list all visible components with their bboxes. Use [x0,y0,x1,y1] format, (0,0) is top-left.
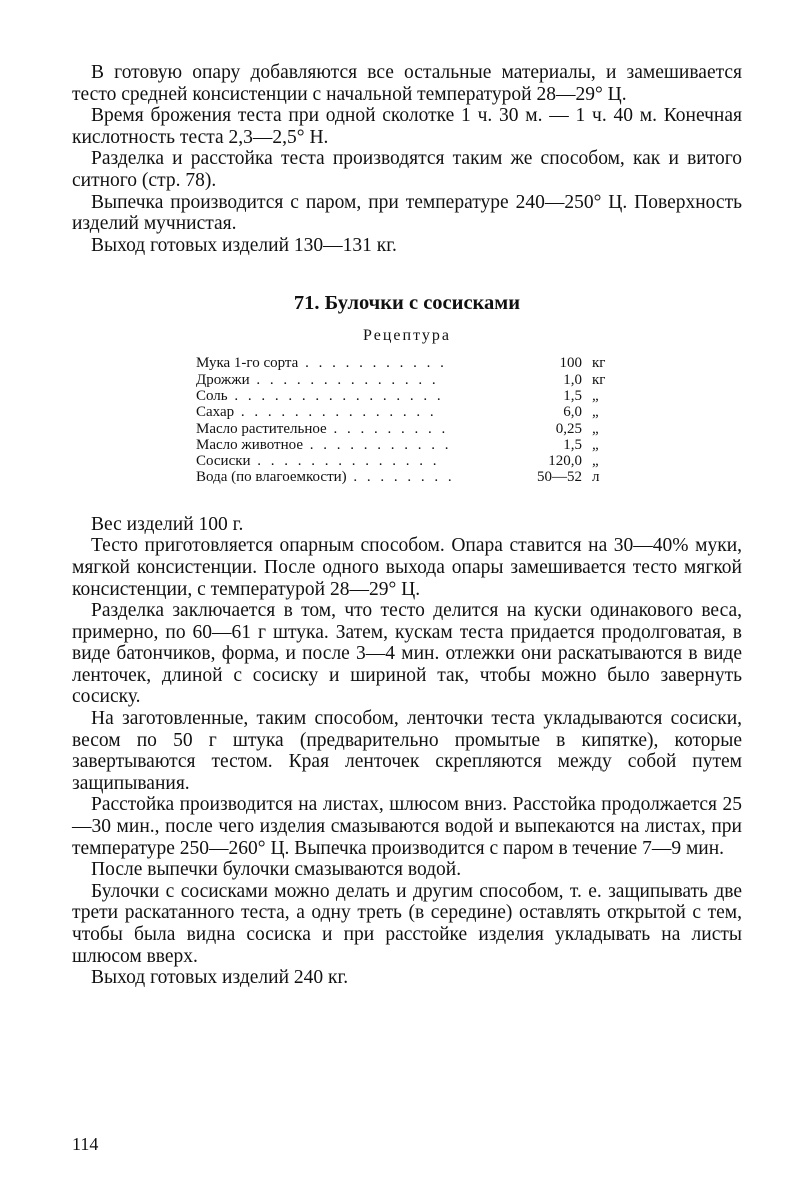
body-paragraph-7: Выход готовых изделий 240 кг. [91,967,349,989]
leader-dots: . . . . . . . . . . . [298,355,447,372]
ingredient-qty: 1,5 [563,436,582,453]
recipe-row [196,453,616,469]
leader-dots: . . . . . . . . [346,469,455,486]
leader-dots: . . . . . . . . . . . . . . [250,453,440,470]
recipe-row [196,421,616,437]
recipe-row [196,372,616,388]
ingredient-unit: „ [592,453,599,470]
ingredient-unit: кг [592,355,606,372]
recipe-row [196,469,616,485]
intro-paragraph-3: Разделка и расстойка теста производятся таким же способом, как и витого ситного (стр. 78). [72,148,742,191]
recipe-row [196,437,616,453]
recipe-row [196,388,616,404]
ingredient-unit: „ [592,387,599,404]
ingredient-name: Масло животное [196,436,303,453]
section-title: 71. Булочки с сосисками [293,292,521,315]
ingredient-name: Сосиски [196,453,251,470]
ingredient-name: Вода (по влагоемкости) [196,469,347,486]
leader-dots: . . . . . . . . . . . [303,436,452,453]
ingredient-name: Мука 1-го сорта [196,355,299,372]
recipe-row [196,355,616,371]
intro-paragraph-1: В готовую опару добавляются все остальные материалы, и замешивается тесто средней консистенции с начальной температурой 28—29° Ц. [72,62,742,105]
ingredient-qty: 120,0 [548,453,582,470]
recipe-row [196,404,616,420]
body-paragraph-5: После выпечки булочки смазываются водой. [91,859,462,881]
ingredient-qty: 100 [559,355,582,372]
body-paragraph-1: Тесто приготовляется опарным способом. Опара ставится на 30—40% муки, мягкой консистенции. После одного выхода опары замешивается тесто мягкой консистенции, с температурой 28—29° Ц. [72,535,742,600]
ingredient-qty: 0,25 [555,420,582,437]
ingredient-unit: „ [592,420,599,437]
body-paragraph-6: Булочки с сосисками можно делать и другим способом, т. е. защипывать две трети раскатанного теста, а одну треть (в середине) оставлять открытой с тем, чтобы была видна сосиска и при расстойке изделия укладывать на листы шлюсом вверх. [72,880,742,967]
recipe-heading: Рецептура [363,327,451,345]
recipe-table [196,355,616,485]
leader-dots: . . . . . . . . . . . . . . . [234,404,437,421]
ingredient-unit: кг [592,371,606,388]
body-paragraph-4: Расстойка производится на листах, шлюсом вниз. Расстойка продолжается 25—30 мин., после чего изделия смазываются водой и выпекаются на листах, при температуре 250—260° Ц. Выпечка производится с паром в течение 7—9 мин. [72,794,742,859]
intro-paragraph-4: Выпечка производится с паром, при температуре 240—250° Ц. Поверхность изделий мучнистая. [72,191,742,235]
ingredient-name: Сахар [196,404,235,421]
intro-paragraph-2: Время брожения теста при одной сколотке 1 ч. 30 м. — 1 ч. 40 м. Конечная кислотность теста 2,3—2,5° Н. [72,105,742,148]
ingredient-unit: „ [592,404,599,421]
ingredient-unit: л [592,469,600,486]
intro-paragraph-5: Выход готовых изделий 130—131 кг. [91,234,397,256]
ingredient-name: Масло растительное [196,420,327,437]
product-weight: Вес изделий 100 г. [91,513,244,535]
ingredient-qty: 50—52 [537,469,582,486]
ingredient-name: Соль [196,387,228,404]
body-paragraph-3: На заготовленные, таким способом, ленточки теста укладываются сосиски, весом по 50 г штука (предварительно промытые в кипятке), которые завертываются тестом. Края ленточек скрепляются между собой путем защипывания. [72,708,742,794]
page-content [72,62,742,989]
leader-dots: . . . . . . . . . . . . . . [249,371,439,388]
body-paragraph-2: Разделка заключается в том, что тесто делится на куски одинакового веса, примерно, по 60—61 г штука. Затем, кускам теста придается продолговатая, в виде батончиков, форма, и после 3—4 мин. отлежки они раскатываются в виде ленточек, длиной с сосиску и шириной так, чтобы можно было завернуть сосиску. [72,600,742,708]
leader-dots: . . . . . . . . . . . . . . . . [227,387,444,404]
page-number: 114 [72,1134,99,1154]
ingredient-qty: 1,5 [563,387,582,404]
ingredient-qty: 6,0 [563,404,582,421]
leader-dots: . . . . . . . . . [326,420,449,437]
ingredient-name: Дрожжи [196,371,250,388]
ingredient-qty: 1,0 [563,371,582,388]
ingredient-unit: „ [592,436,599,453]
